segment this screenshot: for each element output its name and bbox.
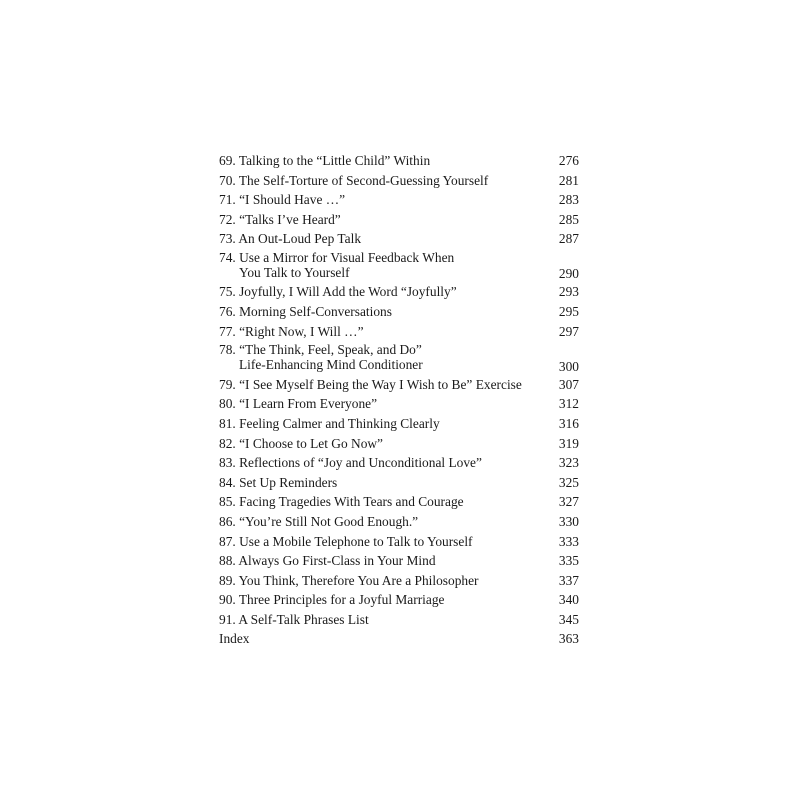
toc-entry-title: 70. The Self-Torture of Second-Guessing Yourself [219,172,489,188]
toc-entry-title: 83. Reflections of “Joy and Unconditional Love” [219,455,482,471]
toc-entry-page: 327 [558,494,579,510]
toc-entry [219,282,579,302]
toc-entry [219,492,579,512]
toc-entry [219,302,579,322]
toc-entry [219,473,579,493]
toc-entry-title: 72. “Talks I’ve Heard” [219,211,341,227]
toc-entry-title-line1: 78. “The Think, Feel, Speak, and Do” [219,342,422,358]
toc-entry-title: 73. An Out-Loud Pep Talk [219,231,362,247]
toc-entry-title: 76. Morning Self-Conversations [219,304,392,320]
toc-entry-page: 307 [558,376,579,392]
toc-entry [219,629,579,649]
toc-entry-page: 312 [558,396,579,412]
toc-entry-title: 89. You Think, Therefore You Are a Philosopher [219,572,479,588]
toc-entry-title: 71. “I Should Have …” [219,192,346,208]
toc-entry-title: 82. “I Choose to Let Go Now” [219,435,384,451]
toc-entry-title: 90. Three Principles for a Joyful Marriage [219,592,445,608]
toc-entry [219,341,579,375]
toc-entry-page: 290 [558,266,579,282]
toc-entry [219,551,579,571]
toc-entry-title [219,250,531,280]
toc-entry [219,190,579,210]
toc-entry-title: Index [219,631,250,647]
toc-entry [219,249,579,283]
toc-entry [219,375,579,395]
toc-entry-page: 285 [558,211,579,227]
toc-entry [219,590,579,610]
toc-entry [219,512,579,532]
toc-entry-page: 337 [558,572,579,588]
toc-entry [219,151,579,171]
toc-entry [219,532,579,552]
toc-entry-page: 316 [558,415,579,431]
toc-entry-title-line1: 74. Use a Mirror for Visual Feedback When [219,249,455,265]
toc-entry-page: 287 [558,231,579,247]
toc-entry-page: 295 [558,304,579,320]
toc-entry-title-line2: Life-Enhancing Mind Conditioner [239,357,423,373]
toc-entry-page: 323 [558,455,579,471]
toc-entry-title: 77. “Right Now, I Will …” [219,323,364,339]
toc-entry [219,414,579,434]
toc-entry-page: 300 [558,358,579,374]
toc-entry [219,571,579,591]
toc-entry-title [219,342,531,372]
toc-entry-title: 84. Set Up Reminders [219,474,338,490]
toc-entry-page: 319 [558,435,579,451]
toc-entry [219,453,579,473]
toc-entry-page: 293 [558,284,579,300]
toc-entry-page: 340 [558,592,579,608]
toc-entry-title: 87. Use a Mobile Telephone to Talk to Yourself [219,533,473,549]
toc-entry-page: 330 [558,513,579,529]
toc-entry [219,229,579,249]
toc-entry-title: 81. Feeling Calmer and Thinking Clearly [219,415,440,431]
toc-entry-page: 335 [558,553,579,569]
toc-entry-title-line2: You Talk to Yourself [239,264,350,280]
toc-entry-title: 91. A Self-Talk Phrases List [219,611,369,627]
toc-entry [219,171,579,191]
toc-entry-title: 88. Always Go First-Class in Your Mind [219,553,436,569]
toc-entry [219,610,579,630]
toc-entry-title: 69. Talking to the “Little Child” Within [219,153,431,168]
toc-entry-page: 333 [558,533,579,549]
toc-entry-title: 85. Facing Tragedies With Tears and Courage [219,494,464,510]
toc-entry-page: 345 [558,611,579,627]
toc-entry-page: 283 [558,192,579,208]
toc-entry-title: 86. “You’re Still Not Good Enough.” [219,513,419,529]
toc-entry-page: 363 [558,631,579,647]
table-of-contents [219,151,579,649]
toc-entry-page: 276 [558,153,579,168]
toc-entry-title: 79. “I See Myself Being the Way I Wish to Be” Exercise [219,376,522,392]
toc-entry-page: 281 [558,172,579,188]
toc-entry [219,210,579,230]
toc-entry-title: 75. Joyfully, I Will Add the Word “Joyfully” [219,284,457,300]
toc-entry-page: 297 [558,323,579,339]
toc-entry-title: 80. “I Learn From Everyone” [219,396,378,412]
toc-entry [219,322,579,342]
toc-entry [219,394,579,414]
toc-entry-page: 325 [558,474,579,490]
toc-entry [219,434,579,454]
